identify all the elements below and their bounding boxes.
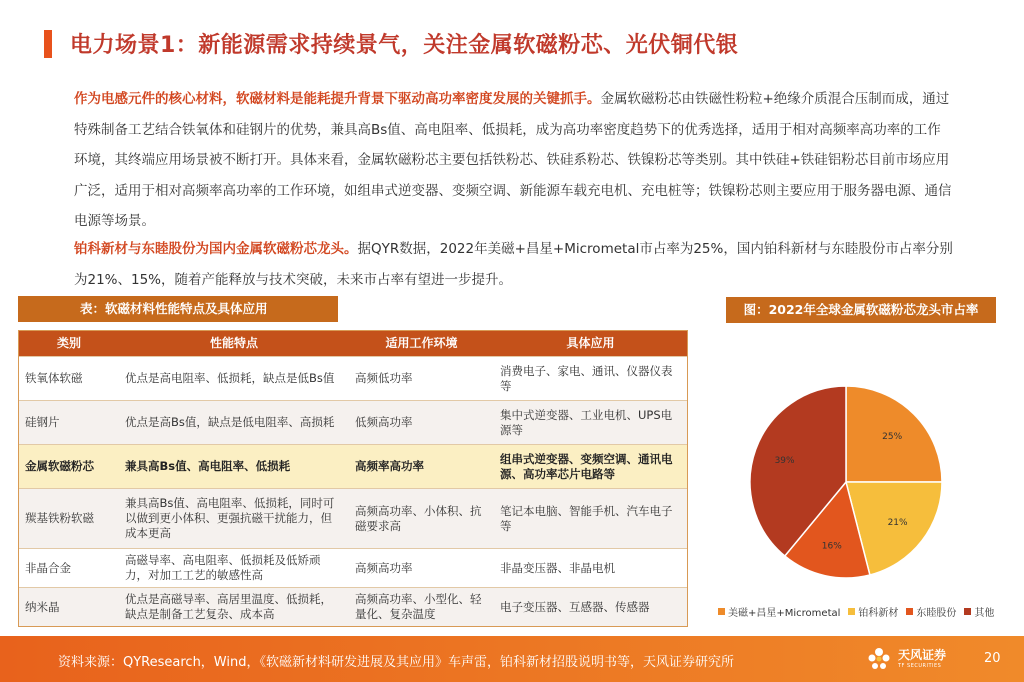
- table-header-row: [19, 331, 687, 356]
- paragraph-1: [74, 84, 954, 237]
- pie-data-label: 16%: [821, 541, 842, 552]
- table-cell: 优点是高电阻率、低损耗，缺点是低Bs值: [125, 371, 335, 385]
- legend-swatch: [906, 608, 913, 615]
- header-cell: 类别: [56, 336, 81, 350]
- pie-data-label: 25%: [882, 431, 903, 442]
- header-cell: 适用工作环境: [385, 336, 458, 350]
- table-cell: 羰基铁粉软磁: [25, 511, 94, 525]
- legend-swatch: [718, 608, 725, 615]
- paragraph-2: [74, 234, 954, 295]
- table-cell: 笔记本电脑、智能手机、汽车电子等: [500, 503, 673, 533]
- table-cell: 优点是高Bs值，缺点是低电阻率、高损耗: [125, 415, 335, 429]
- table-cell: 高频率高功率: [355, 459, 424, 473]
- table-cell: 兼具高Bs值、高电阻率、低损耗: [125, 459, 291, 473]
- table-cell: 高磁导率、高电阻率、低损耗及低矫顽力，对加工工艺的敏感性高: [125, 553, 321, 582]
- legend-label: 其他: [974, 608, 995, 619]
- table-cell: 金属软磁粉芯: [25, 459, 94, 473]
- legend-item: [848, 604, 898, 619]
- header-cell: 具体应用: [566, 336, 615, 350]
- page-number: 20: [984, 651, 1001, 666]
- table-cell: 纳米晶: [25, 599, 60, 614]
- legend-label: 美磁+昌星+Micrometal: [728, 608, 841, 619]
- paragraph-2-text: 据QYR数据，2022年美磁+昌星+Micrometal市占率为25%，国内铂科新材与东睦股份市占率分别为21%、15%，随着产能释放与技术突破，未来市占率有望进一步提升。: [74, 241, 953, 288]
- table-cell: 铁氧体软磁: [25, 371, 83, 385]
- table-row: [19, 488, 687, 548]
- table-cell: 非晶变压器、非晶电机: [500, 560, 615, 575]
- logo-subtitle: TF SECURITIES: [898, 663, 942, 669]
- legend-label: 铂科新材: [858, 608, 899, 619]
- paragraph-1-text: 金属软磁粉芯由铁磁性粉粒+绝缘介质混合压制而成，通过特殊制备工艺结合铁氧体和硅钢片的优势，兼具高Bs值、高电阻率、低损耗，成为高功率密度趋势下的优秀选择，适用于相对高频率高功率的工作环境，其终端应用场景被不断打开。具体来看，金属软磁粉芯主要包括铁粉芯、铁硅系粉芯、铁镍粉芯等类别。其中铁硅+铁硅铝粉芯目前市场应用广泛，适用于相对高频率高功率的工作环境，如组串式逆变器、变频空调、新能源车载充电机、充电桩等；铁镍粉芯则主要应用于服务器电源、通信电源等场景。: [74, 91, 952, 229]
- table-cell: 高频高功率、小体积、抗磁要求高: [355, 503, 482, 533]
- chart-title: 图：2022年全球金属软磁粉芯龙头市占率: [726, 297, 996, 323]
- table-cell: 硅钢片: [25, 415, 60, 429]
- table-row: [19, 400, 687, 444]
- source-text: 资料来源：QYResearch，Wind，《软磁新材料研发进展及其应用》车声雷，铂科新材招股说明书等，天风证券研究所: [58, 655, 734, 670]
- table-cell: 优点是高磁导率、高居里温度、低损耗，缺点是制备工艺复杂、成本高: [125, 592, 332, 621]
- table-cell: 集中式逆变器、工业电机、UPS电源等: [500, 407, 673, 437]
- table-caption: 表：软磁材料性能特点及具体应用: [18, 296, 338, 322]
- legend-swatch: [964, 608, 971, 615]
- table-cell: 兼具高Bs值、高电阻率、低损耗，同时可以做到更小体积、更强抗磁干扰能力，但成本更高: [125, 496, 335, 540]
- table-cell: 高频低功率: [355, 371, 413, 385]
- legend-label: 东睦股份: [916, 608, 957, 619]
- table-cell: 高频高功率、小型化、轻量化、复杂温度: [355, 592, 482, 621]
- table-cell: 高频高功率: [355, 560, 413, 575]
- header-cell: 性能特点: [209, 336, 258, 350]
- table-cell: 组串式逆变器、变频空调、通讯电源、高功率芯片电路等: [500, 451, 673, 481]
- table-row: [19, 587, 687, 626]
- table-cell: 消费电子、家电、通讯、仪器仪表等: [500, 363, 673, 393]
- pie-data-label: 21%: [887, 518, 908, 529]
- pie-data-label: 39%: [774, 455, 795, 466]
- table-row-highlight: [19, 444, 687, 488]
- footer-bar: [0, 636, 1024, 682]
- table-cell: 非晶合金: [25, 560, 71, 575]
- paragraph-2-highlight: 铂科新材与东睦股份为国内金属软磁粉芯龙头。: [74, 241, 358, 257]
- market-share-pie-chart: [744, 380, 948, 584]
- tf-securities-logo-icon: [864, 644, 894, 674]
- soft-magnetic-table: [18, 330, 688, 627]
- page-title: 电力场景1：新能源需求持续景气，关注金属软磁粉芯、光伏铜代银: [70, 33, 739, 58]
- table-row: [19, 356, 687, 400]
- table-cell: 低频高功率: [355, 415, 413, 429]
- legend-item: [718, 604, 840, 619]
- chart-legend: [718, 604, 1018, 619]
- legend-item: [964, 604, 994, 619]
- legend-item: [906, 604, 956, 619]
- legend-swatch: [848, 608, 855, 615]
- logo-name: 天风证券: [898, 648, 947, 662]
- table-cell: 电子变压器、互感器、传感器: [500, 599, 650, 614]
- title-accent-bar: [44, 30, 52, 58]
- paragraph-1-highlight: 作为电感元件的核心材料，软磁材料是能耗提升背景下驱动高功率密度发展的关键抓手。: [74, 91, 601, 107]
- table-row: [19, 548, 687, 587]
